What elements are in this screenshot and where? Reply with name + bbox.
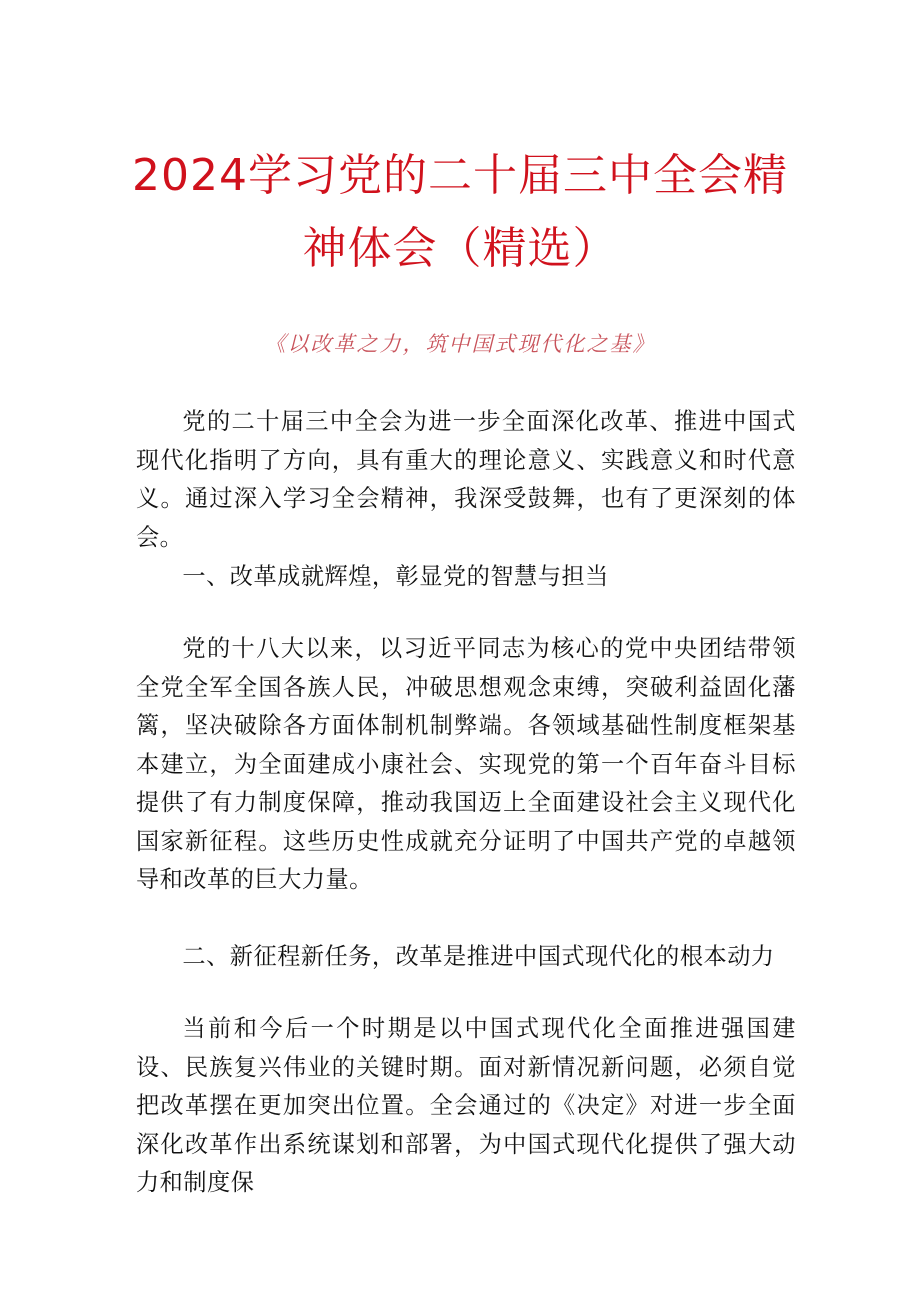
document-title-line-2: 神体会（精选）	[302, 223, 618, 274]
section-heading-2: 二、新征程新任务，改革是推进中国式现代化的根本动力	[182, 943, 775, 970]
paragraph-section-2: 当前和今后一个时期是以中国式现代化全面推进强国建设、民族复兴伟业的关键时期。面对新情况新问题，必须自觉把改革摆在更加突出位置。全会通过的《决定》对进一步全面深化改革作出系统谋划和部署，为中国式现代化提供了强大动力和制度保	[136, 1015, 796, 1196]
document-subtitle: 《以改革之力，筑中国式现代化之基》	[264, 332, 656, 356]
document-title-line-1: 2024学习党的二十届三中全会精	[132, 150, 788, 201]
section-heading-1: 一、改革成就辉煌，彰显党的智慧与担当	[182, 563, 609, 590]
paragraph-intro: 党的二十届三中全会为进一步全面深化改革、推进中国式现代化指明了方向，具有重大的理论意义、实践意义和时代意义。通过深入学习全会精神，我深受鼓舞，也有了更深刻的体会。	[136, 408, 796, 551]
paragraph-section-1: 党的十八大以来，以习近平同志为核心的党中央团结带领全党全军全国各族人民，冲破思想观念束缚，突破利益固化藩篱，坚决破除各方面体制机制弊端。各领域基础性制度框架基本建立，为全面建成小康社会、实现党的第一个百年奋斗目标提供了有力制度保障，推动我国迈上全面建设社会主义现代化国家新征程。这些历史性成就充分证明了中国共产党的卓越领导和改革的巨大力量。	[136, 635, 796, 893]
